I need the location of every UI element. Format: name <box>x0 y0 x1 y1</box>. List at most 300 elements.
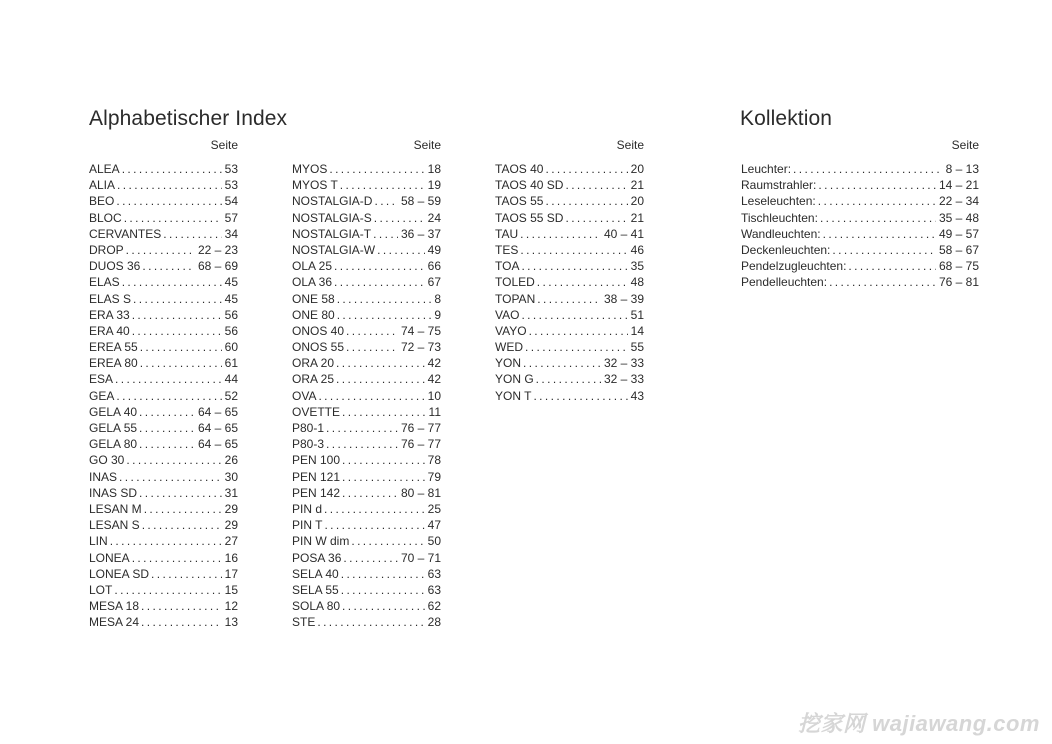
dot-leader <box>342 404 426 420</box>
index-entry <box>292 614 441 630</box>
entry-name: P80-3 <box>292 437 325 452</box>
dot-leader <box>545 193 627 209</box>
dot-leader <box>341 566 425 582</box>
entry-page: 48 <box>630 275 644 290</box>
dot-leader <box>536 371 601 387</box>
index-entry <box>292 388 441 404</box>
index-entry <box>292 226 441 242</box>
index-entry <box>495 388 644 404</box>
index-entry <box>89 193 238 209</box>
entry-page: 40 – 41 <box>603 226 644 241</box>
entry-page: 8 <box>434 291 441 306</box>
entry-page: 31 <box>224 485 238 500</box>
dot-leader <box>126 242 195 258</box>
dot-leader <box>133 291 222 307</box>
entry-name: SOLA 80 <box>292 599 341 614</box>
entry-page: 44 <box>224 372 238 387</box>
entry-name: LOT <box>89 582 113 597</box>
index-column-1 <box>89 137 238 630</box>
index-entry <box>89 339 238 355</box>
entry-name: NOSTALGIA-W <box>292 242 376 257</box>
column-header-seite: Seite <box>616 138 644 152</box>
index-entry <box>292 242 441 258</box>
entry-page: 24 <box>427 210 441 225</box>
dot-leader <box>565 177 627 193</box>
entry-name: NOSTALGIA-T <box>292 226 372 241</box>
index-entry <box>89 307 238 323</box>
entry-name: Pendelzugleuchten: <box>741 259 847 274</box>
dot-leader <box>122 274 222 290</box>
dot-leader <box>140 355 222 371</box>
entry-name: PEN 100 <box>292 453 341 468</box>
dot-leader <box>373 226 398 242</box>
entry-page: 11 <box>428 404 441 419</box>
entry-page: 21 <box>630 178 644 193</box>
entry-name: YON <box>495 356 522 371</box>
entry-name: ELAS <box>89 275 120 290</box>
dot-leader <box>139 420 195 436</box>
dot-leader <box>336 371 425 387</box>
dot-leader <box>342 452 425 468</box>
dot-leader <box>537 274 628 290</box>
entry-page: 13 <box>224 615 238 630</box>
entry-page: 20 <box>630 162 644 176</box>
entry-name: ERA 40 <box>89 323 130 338</box>
dot-leader <box>565 210 627 226</box>
entry-page: 45 <box>224 275 238 290</box>
entry-page: 76 – 77 <box>400 437 441 452</box>
entry-name: ONE 58 <box>292 291 335 306</box>
entry-page: 38 – 39 <box>603 291 644 306</box>
index-entry <box>89 226 238 242</box>
index-entry <box>292 323 441 339</box>
dot-leader <box>793 161 943 177</box>
index-entry <box>292 404 441 420</box>
dot-leader <box>374 193 397 209</box>
watermark: 挖家网 wajiawang.com <box>798 711 1040 736</box>
entry-page: 74 – 75 <box>400 323 441 338</box>
entry-name: ORA 25 <box>292 372 335 387</box>
index-entry <box>292 177 441 193</box>
entry-page: 80 – 81 <box>400 485 441 500</box>
entry-name: SELA 55 <box>292 582 339 597</box>
dot-leader <box>818 177 936 193</box>
entry-page: 34 <box>224 226 238 241</box>
dot-leader <box>337 291 432 307</box>
dot-leader <box>317 614 424 630</box>
entry-page: 22 – 23 <box>197 242 238 257</box>
index-list <box>292 161 441 630</box>
entry-name: MYOS T <box>292 178 338 193</box>
entry-name: Leseleuchten: <box>741 194 816 209</box>
entry-page: 45 <box>224 291 238 306</box>
index-entry <box>495 355 644 371</box>
index-entry <box>741 226 979 242</box>
entry-page: 67 <box>427 275 441 290</box>
entry-name: WED <box>495 340 523 355</box>
index-entry <box>292 436 441 452</box>
entry-page: 22 – 34 <box>938 194 979 209</box>
entry-name: PIN T <box>292 518 323 533</box>
entry-page: 66 <box>427 259 441 274</box>
entry-page: 64 – 65 <box>197 421 238 435</box>
index-entry <box>89 533 238 549</box>
index-entry <box>495 210 644 226</box>
index-entry <box>292 371 441 387</box>
entry-name: BEO <box>89 194 115 209</box>
entry-name: YON T <box>495 388 532 403</box>
entry-page: 78 <box>427 453 441 468</box>
dot-leader <box>818 193 936 209</box>
dot-leader <box>132 550 222 566</box>
dot-leader <box>122 161 222 177</box>
index-entry <box>292 258 441 274</box>
dot-leader <box>326 420 398 436</box>
entry-page: 68 – 69 <box>197 259 238 274</box>
entry-page: 20 <box>630 194 644 209</box>
entry-page: 63 <box>427 582 441 597</box>
entry-name: POSA 36 <box>292 550 342 565</box>
entry-page: 49 – 57 <box>938 226 979 241</box>
dot-leader <box>124 210 222 226</box>
dot-leader <box>533 388 627 404</box>
column-header-seite: Seite <box>210 138 238 152</box>
dot-leader <box>337 307 432 323</box>
entry-page: 54 <box>224 194 238 209</box>
entry-name: CERVANTES <box>89 226 162 241</box>
index-entry <box>741 258 979 274</box>
entry-name: MESA 18 <box>89 599 140 614</box>
dot-leader <box>340 177 425 193</box>
dot-leader <box>139 436 195 452</box>
entry-name: NOSTALGIA-D <box>292 194 373 209</box>
column-header-seite: Seite <box>951 138 979 152</box>
entry-name: TOLED <box>495 275 535 290</box>
entry-name: GO 30 <box>89 453 125 468</box>
index-entry <box>292 307 441 323</box>
entry-name: INAS <box>89 469 118 484</box>
entry-name: TES <box>495 242 519 257</box>
index-column-3 <box>495 137 644 404</box>
entry-name: PEN 142 <box>292 485 341 500</box>
entry-page: 63 <box>427 566 441 581</box>
entry-page: 29 <box>224 518 238 533</box>
entry-name: EREA 55 <box>89 340 138 355</box>
index-entry <box>89 566 238 582</box>
dot-leader <box>141 614 222 630</box>
index-entry <box>292 355 441 371</box>
entry-name: NOSTALGIA-S <box>292 210 372 225</box>
entry-name: VAO <box>495 307 520 322</box>
dot-leader <box>351 533 424 549</box>
entry-page: 64 – 65 <box>197 404 238 419</box>
index-entry <box>89 210 238 226</box>
entry-page: 25 <box>427 501 441 516</box>
index-entry <box>495 307 644 323</box>
index-entry <box>292 210 441 226</box>
entry-page: 29 <box>224 501 238 516</box>
dot-leader <box>832 242 936 258</box>
index-entry <box>495 371 644 387</box>
entry-page: 8 – 13 <box>945 162 979 176</box>
index-entry <box>89 371 238 387</box>
dot-leader <box>334 274 425 290</box>
entry-name: DUOS 36 <box>89 259 141 274</box>
entry-page: 76 – 81 <box>938 275 979 290</box>
dot-leader <box>525 339 628 355</box>
entry-page: 79 <box>427 469 441 484</box>
entry-name: PIN d <box>292 501 323 516</box>
dot-leader <box>346 339 398 355</box>
index-entry <box>495 177 644 193</box>
index-entry <box>89 355 238 371</box>
dot-leader <box>114 582 221 598</box>
entry-page: 21 <box>630 210 644 225</box>
dot-leader <box>116 193 221 209</box>
entry-page: 10 <box>427 388 441 403</box>
entry-page: 30 <box>224 469 238 484</box>
dot-leader <box>521 307 627 323</box>
dot-leader <box>329 161 424 177</box>
dot-leader <box>126 452 221 468</box>
index-entry <box>292 501 441 517</box>
dot-leader <box>326 436 398 452</box>
entry-page: 15 <box>224 582 238 597</box>
entry-page: 19 <box>427 178 441 193</box>
index-entry <box>89 242 238 258</box>
index-entry <box>89 291 238 307</box>
entry-name: ALEA <box>89 162 120 176</box>
index-entry <box>89 517 238 533</box>
entry-page: 52 <box>224 388 238 403</box>
index-entry <box>495 274 644 290</box>
entry-name: BLOC <box>89 210 122 225</box>
entry-name: EREA 80 <box>89 356 138 371</box>
dot-leader <box>346 323 398 339</box>
dot-leader <box>820 210 936 226</box>
entry-name: ALIA <box>89 178 116 193</box>
entry-name: TOA <box>495 259 520 274</box>
dot-leader <box>537 291 601 307</box>
entry-page: 35 <box>630 259 644 274</box>
entry-name: LONEA <box>89 550 130 565</box>
index-entry <box>741 193 979 209</box>
index-entry <box>741 161 979 177</box>
index-entry <box>89 501 238 517</box>
dot-leader <box>110 533 222 549</box>
dot-leader <box>545 161 627 177</box>
entry-name: OLA 36 <box>292 275 333 290</box>
dot-leader <box>151 566 222 582</box>
entry-name: INAS SD <box>89 485 138 500</box>
dot-leader <box>334 258 425 274</box>
dot-leader <box>520 242 627 258</box>
index-entry <box>89 582 238 598</box>
entry-name: LESAN S <box>89 518 140 533</box>
entry-page: 76 – 77 <box>400 421 441 435</box>
index-entry <box>495 323 644 339</box>
entry-page: 46 <box>630 242 644 257</box>
entry-name: STE <box>292 615 316 630</box>
entry-name: LONEA SD <box>89 566 150 581</box>
entry-page: 58 – 59 <box>400 194 441 209</box>
index-entry <box>741 242 979 258</box>
index-entry <box>89 161 238 177</box>
entry-name: DROP <box>89 242 124 257</box>
dot-leader <box>139 485 222 501</box>
index-entry <box>89 469 238 485</box>
index-title: Alphabetischer Index <box>89 107 288 131</box>
entry-page: 70 – 71 <box>400 550 441 565</box>
entry-page: 68 – 75 <box>938 259 979 274</box>
entry-name: GELA 55 <box>89 421 138 435</box>
entry-name: Tischleuchten: <box>741 210 818 225</box>
dot-leader <box>324 501 425 517</box>
entry-name: Leuchter: <box>741 162 792 176</box>
entry-page: 42 <box>427 356 441 371</box>
entry-name: ORA 20 <box>292 356 335 371</box>
collection-title: Kollektion <box>740 107 833 131</box>
entry-page: 18 <box>427 162 441 176</box>
index-entry <box>741 274 979 290</box>
entry-page: 27 <box>224 534 238 549</box>
entry-page: 49 <box>427 242 441 257</box>
entry-name: ONE 80 <box>292 307 335 322</box>
index-entry <box>495 226 644 242</box>
entry-name: LIN <box>89 534 108 549</box>
entry-page: 42 <box>427 372 441 387</box>
dot-leader <box>342 469 425 485</box>
entry-name: ONOS 55 <box>292 340 345 355</box>
entry-name: Wandleuchten: <box>741 226 821 241</box>
index-entry <box>89 452 238 468</box>
index-entry <box>89 598 238 614</box>
entry-page: 57 <box>224 210 238 225</box>
dot-leader <box>341 582 425 598</box>
index-entry <box>292 566 441 582</box>
entry-name: ELAS S <box>89 291 132 306</box>
entry-name: Deckenleuchten: <box>741 242 831 257</box>
dot-leader <box>140 339 222 355</box>
entry-name: YON G <box>495 372 534 387</box>
dot-leader <box>342 485 398 501</box>
dot-leader <box>324 517 424 533</box>
entry-page: 62 <box>427 599 441 614</box>
entry-name: LESAN M <box>89 501 142 516</box>
entry-page: 9 <box>434 307 441 322</box>
index-entry <box>89 614 238 630</box>
entry-page: 35 – 48 <box>938 210 979 225</box>
index-entry <box>89 258 238 274</box>
index-entry <box>89 323 238 339</box>
entry-page: 53 <box>224 162 238 176</box>
dot-leader <box>374 210 425 226</box>
entry-page: 32 – 33 <box>603 356 644 371</box>
entry-name: PEN 121 <box>292 469 341 484</box>
dot-leader <box>132 323 222 339</box>
entry-page: 51 <box>630 307 644 322</box>
index-entry <box>495 339 644 355</box>
index-list <box>495 161 644 404</box>
index-entry <box>89 436 238 452</box>
entry-name: P80-1 <box>292 421 325 435</box>
index-entry <box>292 291 441 307</box>
index-entry <box>292 452 441 468</box>
entry-name: ERA 33 <box>89 307 130 322</box>
dot-leader <box>521 258 627 274</box>
dot-leader <box>823 226 936 242</box>
dot-leader <box>132 307 222 323</box>
dot-leader <box>342 598 425 614</box>
entry-name: TOPAN <box>495 291 536 306</box>
dot-leader <box>529 323 628 339</box>
entry-page: 43 <box>630 388 644 403</box>
collection-column <box>741 137 979 291</box>
dot-leader <box>119 469 222 485</box>
dot-leader <box>139 404 195 420</box>
entry-page: 26 <box>224 453 238 468</box>
entry-page: 58 – 67 <box>938 242 979 257</box>
entry-name: PIN W dim <box>292 534 350 549</box>
index-entry <box>741 177 979 193</box>
entry-name: SELA 40 <box>292 566 339 581</box>
entry-name: OVA <box>292 388 317 403</box>
index-entry <box>292 598 441 614</box>
entry-name: TAOS 40 SD <box>495 178 564 193</box>
dot-leader <box>163 226 221 242</box>
index-entry <box>89 420 238 436</box>
index-column-2 <box>292 137 441 630</box>
entry-name: TAU <box>495 226 519 241</box>
entry-page: 47 <box>427 518 441 533</box>
dot-leader <box>523 355 601 371</box>
index-entry <box>741 210 979 226</box>
index-entry <box>495 161 644 177</box>
dot-leader <box>343 550 398 566</box>
entry-page: 28 <box>427 615 441 630</box>
index-entry <box>495 291 644 307</box>
dot-leader <box>144 501 222 517</box>
entry-page: 72 – 73 <box>400 340 441 355</box>
entry-name: ONOS 40 <box>292 323 345 338</box>
dot-leader <box>848 258 936 274</box>
index-entry <box>89 177 238 193</box>
dot-leader <box>142 517 222 533</box>
entry-name: ESA <box>89 372 114 387</box>
index-entry <box>89 550 238 566</box>
index-entry <box>495 258 644 274</box>
dot-leader <box>336 355 425 371</box>
dot-leader <box>377 242 425 258</box>
entry-name: Raumstrahler: <box>741 178 817 193</box>
entry-page: 61 <box>224 356 238 371</box>
collection-list <box>741 161 979 291</box>
dot-leader <box>829 274 936 290</box>
dot-leader <box>520 226 601 242</box>
entry-page: 55 <box>630 340 644 355</box>
dot-leader <box>115 371 222 387</box>
index-entry <box>89 404 238 420</box>
entry-page: 14 <box>630 323 644 338</box>
entry-page: 56 <box>224 323 238 338</box>
entry-name: TAOS 55 SD <box>495 210 564 225</box>
entry-page: 14 – 21 <box>938 178 979 193</box>
entry-name: GELA 80 <box>89 437 138 452</box>
entry-page: 17 <box>224 566 238 581</box>
entry-name: GELA 40 <box>89 404 138 419</box>
column-header-seite: Seite <box>413 138 441 152</box>
entry-page: 12 <box>224 599 238 614</box>
